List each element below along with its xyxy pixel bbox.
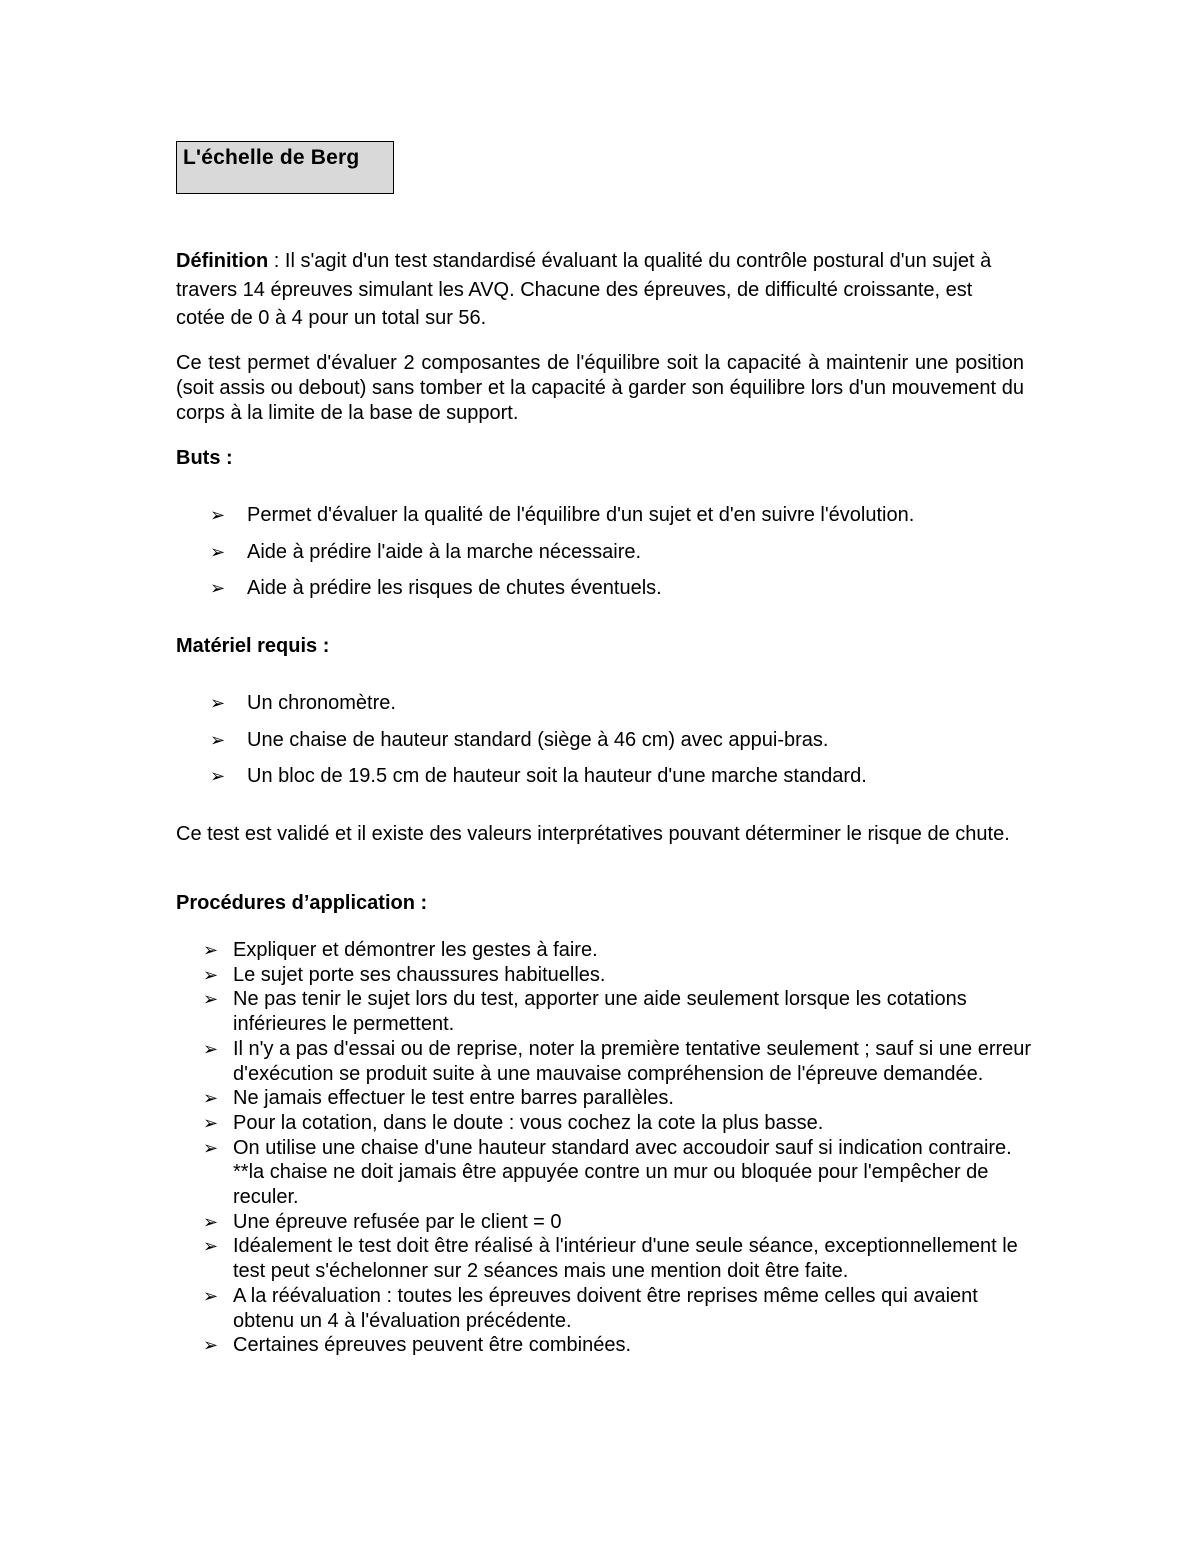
procedures-list [203, 938, 1033, 1358]
arrow-bullet-icon: ➢ [203, 1088, 219, 1109]
list-item-text: Aide à prédire les risques de chutes éventuels. [247, 577, 662, 599]
page-title: L'échelle de Berg [183, 146, 360, 169]
validity-paragraph: Ce test est validé et il existe des valeurs interprétatives pouvant déterminer le risque de chute. [176, 823, 1010, 845]
list-item [203, 1234, 1033, 1283]
definition-label: Définition [176, 250, 269, 272]
list-item [210, 540, 1030, 564]
arrow-bullet-icon: ➢ [203, 1038, 219, 1059]
list-item-text: Aide à prédire l'aide à la marche nécessaire. [247, 540, 642, 563]
list-item [210, 764, 1030, 788]
list-item-text: Ne pas tenir le sujet lors du test, apporter une aide seulement lorsque les cotations inférieures le permettent. [233, 988, 967, 1036]
list-item [210, 576, 1030, 600]
arrow-bullet-icon: ➢ [210, 766, 226, 786]
list-item-text: Permet d'évaluer la qualité de l'équilibre d'un sujet et d'en suivre l'évolution. [247, 504, 915, 526]
arrow-bullet-icon: ➢ [210, 693, 226, 713]
list-item-text: Certaines épreuves peuvent être combinées. [233, 1334, 632, 1357]
buts-heading: Buts : [176, 447, 233, 469]
list-item-text: A la réévaluation : toutes les épreuves doivent être reprises même celles qui avaient obtenu un 4 à l'évaluation précédente. [233, 1284, 978, 1332]
list-item-text: Une épreuve refusée par le client = 0 [233, 1210, 562, 1233]
arrow-bullet-icon: ➢ [203, 1236, 219, 1257]
list-item-text: Une chaise de hauteur standard (siège à 46 cm) avec appui-bras. [247, 728, 829, 751]
arrow-bullet-icon: ➢ [203, 1137, 219, 1158]
list-item-text: Un chronomètre. [247, 692, 396, 714]
list-item-text: Idéalement le test doit être réalisé à l'intérieur d'une seule séance, exceptionnellement le test peut s'échelonner sur 2 séances mais une mention doit être faite. [233, 1235, 1018, 1283]
arrow-bullet-icon: ➢ [203, 964, 219, 985]
arrow-bullet-icon: ➢ [203, 1335, 219, 1356]
list-item [210, 503, 1030, 527]
list-item [203, 963, 1033, 988]
list-item-text: On utilise une chaise d'une hauteur standard avec accoudoir sauf si indication contraire. **la chaise ne doit jamais être appuyée contre un mur ou bloquée pour l'empêcher de reculer. [233, 1136, 1012, 1209]
list-item [210, 728, 1030, 752]
list-item [203, 1037, 1033, 1086]
list-item-text: Expliquer et démontrer les gestes à faire. [233, 939, 598, 961]
list-item-text: Ne jamais effectuer le test entre barres parallèles. [233, 1087, 674, 1110]
arrow-bullet-icon: ➢ [210, 541, 226, 562]
list-item-text: Le sujet porte ses chaussures habituelles. [233, 963, 606, 986]
list-item [203, 1111, 1033, 1136]
arrow-bullet-icon: ➢ [203, 1211, 219, 1232]
title-box [176, 141, 394, 194]
definition-text: : Il s'agit d'un test standardisé évaluant la qualité du contrôle postural d'un sujet à travers 14 épreuves simulant les AVQ. Chacune des épreuves, de difficulté croissante, est cotée de 0 à 4 pour un total sur 56. [176, 250, 992, 329]
arrow-bullet-icon: ➢ [210, 505, 226, 525]
list-item [203, 1136, 1033, 1210]
list-item-text: Pour la cotation, dans le doute : vous cochez la cote la plus basse. [233, 1111, 824, 1134]
components-paragraph: Ce test permet d'évaluer 2 composantes de l'équilibre soit la capacité à maintenir une position (soit assis ou debout) sans tomber et la capacité à garder son équilibre lors d'un mouvement du corps à la limite de la base de support. [176, 352, 1024, 424]
buts-list [210, 503, 1030, 600]
arrow-bullet-icon: ➢ [203, 940, 219, 960]
list-item [203, 1333, 1033, 1358]
materiel-list [210, 691, 1030, 788]
arrow-bullet-icon: ➢ [210, 578, 226, 598]
procedures-heading: Procédures d’application : [176, 892, 428, 914]
list-item [210, 691, 1030, 715]
definition-paragraph [176, 247, 1024, 333]
arrow-bullet-icon: ➢ [203, 1112, 219, 1133]
list-item [203, 987, 1033, 1036]
list-item-text: Un bloc de 19.5 cm de hauteur soit la hauteur d'une marche standard. [247, 765, 867, 787]
list-item-text: Il n'y a pas d'essai ou de reprise, noter la première tentative seulement ; sauf si une erreur d'exécution se produit suite à une mauvaise compréhension de l'épreuve demandée. [233, 1037, 1032, 1085]
list-item [203, 1210, 1033, 1235]
arrow-bullet-icon: ➢ [210, 729, 226, 750]
list-item [203, 938, 1033, 963]
materiel-heading: Matériel requis : [176, 635, 330, 657]
arrow-bullet-icon: ➢ [203, 1285, 219, 1306]
arrow-bullet-icon: ➢ [203, 989, 219, 1010]
list-item [203, 1284, 1033, 1333]
list-item [203, 1086, 1033, 1111]
